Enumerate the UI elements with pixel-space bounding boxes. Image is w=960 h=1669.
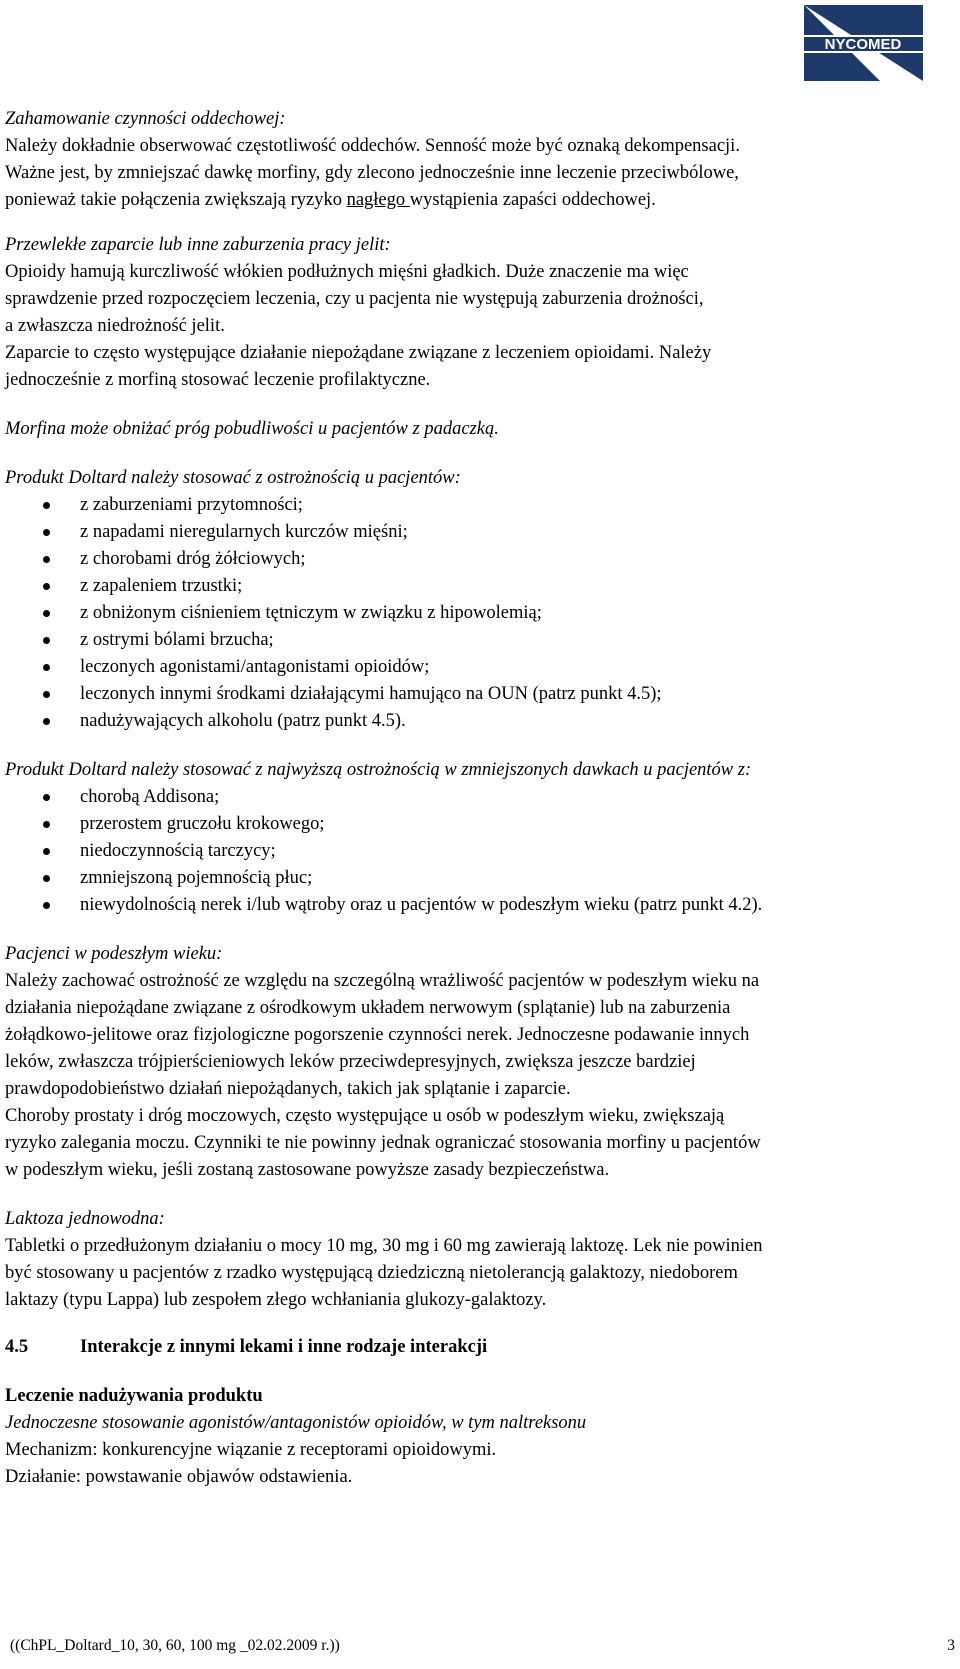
respiratory-line-3-underlined: nagłego — [346, 190, 410, 210]
elderly-line-7: ryzyko zalegania moczu. Czynniki te nie powinny jednak ograniczać stosowania morfiny u pacjentów — [5, 1133, 761, 1153]
list-item: leczonych agonistami/antagonistami opioidów; — [5, 654, 950, 681]
list-item: z zaburzeniami przytomności; — [5, 492, 950, 519]
list-item: z napadami nieregularnych kurczów mięśni; — [5, 519, 950, 546]
logo-text: NYCOMED — [824, 36, 902, 53]
list-item: przerostem gruczołu krokowego; — [5, 811, 950, 838]
list-item: z zapaleniem trzustki; — [5, 573, 950, 600]
list-item: z chorobami dróg żółciowych; — [5, 546, 950, 573]
elderly-line-4: leków, zwłaszcza trójpierścieniowych leków przeciwdepresyjnych, zwiększa jeszcze bardziej — [5, 1052, 696, 1072]
lactose-heading: Laktoza jednowodna: — [5, 1209, 165, 1229]
elderly-line-1: Należy zachować ostrożność ze względu na szczególną wrażliwość pacjentów w podeszłym wieku na — [5, 971, 760, 991]
lactose-line-3: laktazy (typu Lappa) lub zespołem złego wchłaniania glukozy-galaktozy. — [5, 1290, 547, 1310]
elderly-line-3: żołądkowo-jelitowe oraz fizjologiczne pogorszenie czynności nerek. Jednoczesne podawanie innych — [5, 1025, 750, 1045]
constipation-line-5: jednocześnie z morfiną stosować leczenie profilaktyczne. — [5, 370, 431, 390]
constipation-line-3: a zwłaszcza niedrożność jelit. — [5, 316, 225, 336]
lactose-line-2: być stosowany u pacjentów z rzadko występującą dziedziczną nietolerancją galaktozy, niedoborem — [5, 1263, 738, 1283]
respiratory-line-3-a: ponieważ takie połączenia zwiększają ryzyko — [5, 190, 347, 210]
list-item: chorobą Addisona; — [5, 784, 950, 811]
epilepsy-note: Morfina może obniżać próg pobudliwości u pacjentów z padaczką. — [5, 419, 499, 439]
list-item: zmniejszoną pojemnością płuc; — [5, 865, 950, 892]
caution-heading: Produkt Doltard należy stosować z ostrożnością u pacjentów: — [5, 468, 461, 488]
respiratory-line-3-b: wystąpienia zapaści oddechowej. — [409, 190, 656, 210]
list-item: niewydolnością nerek i/lub wątroby oraz u pacjentów w podeszłym wieku (patrz punkt 4.2). — [5, 892, 950, 919]
nycomed-logo — [800, 3, 925, 83]
caution-list — [5, 492, 950, 735]
list-item: z obniżonym ciśnieniem tętniczym w związku z hipowolemią; — [5, 600, 950, 627]
constipation-line-1: Opioidy hamują kurczliwość włókien podłużnych mięśni gładkich. Duże znaczenie ma więc — [5, 262, 689, 282]
list-item: z ostrymi bólami brzucha; — [5, 627, 950, 654]
respiratory-line-1: Należy dokładnie obserwować częstotliwość oddechów. Senność może być oznaką dekompensacji. — [5, 136, 740, 156]
effect-line: Działanie: powstawanie objawów odstawienia. — [5, 1467, 353, 1487]
footer-text: ((ChPL_Doltard_10, 30, 60, 100 mg _02.02.2009 r.)) — [10, 1637, 340, 1654]
high-caution-list — [5, 784, 950, 919]
mechanism-line: Mechanizm: konkurencyjne wiązanie z receptorami opioidowymi. — [5, 1440, 497, 1460]
respiratory-depression-heading: Zahamowanie czynności oddechowej: — [5, 109, 286, 129]
elderly-line-2: działania niepożądane związane z ośrodkowym układem nerwowym (splątanie) lub na zaburzenia — [5, 998, 731, 1018]
document-content — [5, 106, 950, 1491]
elderly-line-5: prawdopodobieństwo działań niepożądanych, takich jak splątanie i zaparcie. — [5, 1079, 571, 1099]
lactose-line-1: Tabletki o przedłużonym działaniu o mocy 10 mg, 30 mg i 60 mg zawierają laktozę. Lek nie powinien — [5, 1236, 763, 1256]
high-caution-heading: Produkt Doltard należy stosować z najwyższą ostrożnością w zmniejszonych dawkach u pacjentów z: — [5, 760, 752, 780]
section-heading-4-5 — [5, 1334, 950, 1361]
respiratory-line-2: Ważne jest, by zmniejszać dawkę morfiny, gdy zlecono jednocześnie inne leczenie przeciwbólowe, — [5, 163, 739, 183]
constipation-line-2: sprawdzenie przed rozpoczęciem leczenia, czy u pacjenta nie występują zaburzenia drożności, — [5, 289, 704, 309]
list-item: leczonych innymi środkami działającymi hamująco na OUN (patrz punkt 4.5); — [5, 681, 950, 708]
constipation-heading: Przewlekłe zaparcie lub inne zaburzenia pracy jelit: — [5, 235, 391, 255]
constipation-line-4: Zaparcie to często występujące działanie niepożądane związane z leczeniem opioidami. Należy — [5, 343, 712, 363]
list-item: nadużywających alkoholu (patrz punkt 4.5). — [5, 708, 950, 735]
page-number: 3 — [947, 1637, 955, 1654]
section-title: Interakcje z innymi lekami i inne rodzaje interakcji — [80, 1337, 488, 1357]
respiratory-line-3 — [5, 187, 950, 214]
page-footer — [10, 1636, 955, 1656]
elderly-line-6: Choroby prostaty i dróg moczowych, często występujące u osób w podeszłym wieku, zwiększają — [5, 1106, 725, 1126]
section-number: 4.5 — [5, 1337, 29, 1357]
list-item: niedoczynnością tarczycy; — [5, 838, 950, 865]
abuse-treatment-heading: Leczenie nadużywania produktu — [5, 1386, 263, 1406]
elderly-line-8: w podeszłym wieku, jeśli zostaną zastosowane powyższe zasady bezpieczeństwa. — [5, 1160, 610, 1180]
elderly-heading: Pacjenci w podeszłym wieku: — [5, 944, 223, 964]
abuse-treatment-subtitle: Jednoczesne stosowanie agonistów/antagonistów opioidów, w tym naltreksonu — [5, 1413, 587, 1433]
